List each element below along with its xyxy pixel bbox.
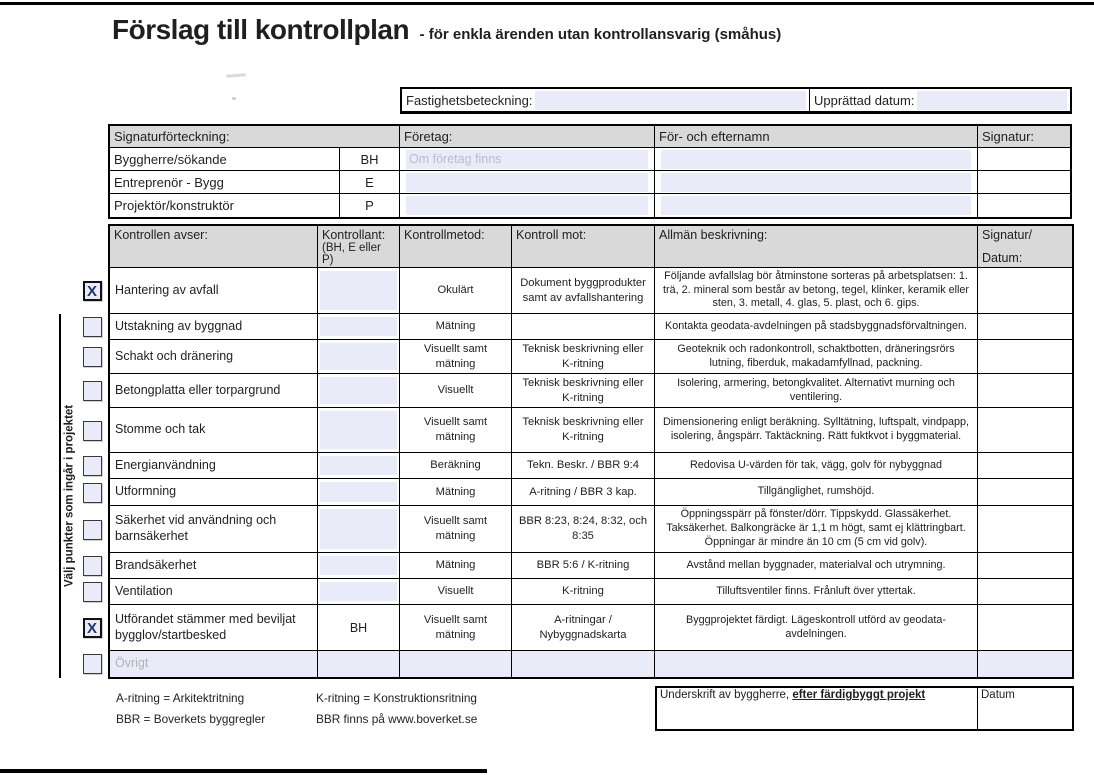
control-table-row: [110, 268, 1072, 314]
row-checkbox[interactable]: [83, 347, 102, 367]
kontrollant-cell[interactable]: [318, 506, 400, 553]
control-item-label: Ventilation: [110, 579, 318, 605]
signatur-datum-cell[interactable]: [978, 374, 1072, 408]
role-label: Projektör/konstruktör: [110, 194, 340, 217]
allman-beskrivning-value: Tilluftsventiler finns. Frånluft över yttertak.: [655, 579, 978, 605]
kontrollant-cell[interactable]: [318, 479, 400, 506]
underskrift-label-bold: efter färdigbyggt projekt: [792, 689, 926, 701]
control-item-label: Utförandet stämmer med beviljat bygglov/startbesked: [110, 605, 318, 651]
signatur-input[interactable]: [978, 148, 1070, 171]
kontroll-mot-value: [512, 651, 655, 677]
signature-roster-row: [110, 171, 1070, 194]
control-table-row: [110, 374, 1072, 408]
side-label: Välj punkter som ingår i projektet: [63, 404, 76, 588]
signature-roster-row: [110, 148, 1070, 171]
page-title: [112, 14, 781, 46]
legend-a-ritning: A-ritning = Arkitektritning: [116, 691, 245, 705]
kontrollmetod-value: Mätning: [400, 479, 512, 506]
signatur-input[interactable]: [978, 194, 1070, 217]
signatur-datum-cell[interactable]: [978, 605, 1072, 651]
signatur-datum-cell[interactable]: [978, 408, 1072, 453]
scan-smudge: [226, 73, 246, 77]
kontrollant-cell[interactable]: [318, 268, 400, 314]
kontroll-mot-value: [512, 314, 655, 340]
title-main: Förslag till kontrollplan: [112, 14, 410, 45]
fastighetsbeteckning-input[interactable]: [535, 91, 806, 110]
property-header-table: [400, 87, 1072, 114]
control-item-label: Betongplatta eller torpargrund: [110, 374, 318, 408]
kontrollant-cell[interactable]: BH: [318, 605, 400, 651]
control-item-label: Utstakning av byggnad: [110, 314, 318, 340]
signatur-datum-cell[interactable]: [978, 314, 1072, 340]
control-table-row: [110, 453, 1072, 479]
kontrollant-cell[interactable]: [318, 579, 400, 605]
allman-beskrivning-value: Kontakta geodata-avdelningen på stadsbyggnadsförvaltningen.: [655, 314, 978, 340]
kontroll-mot-value: A-ritningar / Nybyggnadskarta: [512, 605, 655, 651]
kontrollmetod-value: Visuellt: [400, 374, 512, 408]
allman-beskrivning-value: Geoteknik och radonkontroll, schaktbotten, dräneringsrörs lutning, fiberduk, makadamfyllnad, packning.: [655, 340, 978, 374]
row-checkbox[interactable]: [83, 483, 102, 503]
kontrollant-input[interactable]: [320, 343, 397, 370]
kontrollmetod-value: Visuellt samt mätning: [400, 605, 512, 651]
kontrollmetod-value: [400, 651, 512, 677]
kontrollmetod-value: Visuellt samt mätning: [400, 340, 512, 374]
row-checkbox[interactable]: [83, 456, 102, 476]
underskrift-field[interactable]: [657, 688, 978, 729]
role-label: Entreprenör - Bygg: [110, 171, 340, 194]
foretag-field-cell: [400, 171, 655, 194]
upprattad-datum-cell: [810, 89, 1070, 112]
kontrollmetod-value: Beräkning: [400, 453, 512, 479]
allman-beskrivning-value: Byggprojektet färdigt. Lägeskontroll utförd av geodata-avdelningen.: [655, 605, 978, 651]
kontrollant-input[interactable]: [320, 509, 397, 549]
control-item-label: Energianvändning: [110, 453, 318, 479]
signatur-datum-cell[interactable]: [978, 579, 1072, 605]
final-signature-box: [655, 686, 1074, 731]
kontroll-mot-value: Tekn. Beskr. / BBR 9:4: [512, 453, 655, 479]
upprattad-datum-label: Upprättad datum:: [814, 92, 915, 108]
foretag-field-cell: [400, 148, 655, 171]
kontrollant-header: Kontrollant: (BH, E eller P): [318, 226, 400, 268]
foretag-header: Företag:: [400, 126, 655, 148]
signatur-datum-cell[interactable]: [978, 453, 1072, 479]
kontrollen-avser-header: Kontrollen avser:: [110, 226, 318, 268]
kontroll-mot-value: Dokument byggprodukter samt av avfallshantering: [512, 268, 655, 314]
row-checkbox[interactable]: [83, 582, 102, 602]
control-item-label: Schakt och dränering: [110, 340, 318, 374]
signature-roster-row: [110, 194, 1070, 217]
kontrollant-input[interactable]: [320, 556, 397, 575]
kontrollant-input[interactable]: [320, 271, 397, 310]
window-top-border: [0, 2, 1094, 5]
signatur-input[interactable]: [978, 171, 1070, 194]
row-checkbox[interactable]: [83, 317, 102, 337]
control-table-row: [110, 605, 1072, 651]
kontroll-mot-value: BBR 5:6 / K-ritning: [512, 553, 655, 579]
kontrollant-cell[interactable]: [318, 340, 400, 374]
kontrollant-cell[interactable]: [318, 553, 400, 579]
signaturforteckning-header: Signaturförteckning:: [110, 126, 400, 148]
final-datum-label: Datum: [981, 689, 1015, 701]
control-table-row: [110, 553, 1072, 579]
underskrift-label: Underskrift av byggherre,: [660, 689, 793, 701]
kontrollant-cell[interactable]: [318, 374, 400, 408]
kontrollant-cell[interactable]: [318, 314, 400, 340]
control-item-label: Stomme och tak: [110, 408, 318, 453]
row-checkbox[interactable]: [83, 381, 102, 401]
control-table-row: [110, 579, 1072, 605]
kontrollant-cell[interactable]: [318, 651, 400, 677]
foretag-field-cell: [400, 194, 655, 217]
efternamn-input[interactable]: [661, 173, 971, 192]
kontrollant-input[interactable]: [320, 456, 397, 475]
efternamn-field-cell: [655, 194, 978, 217]
control-table-row: [110, 314, 1072, 340]
signature-roster-header: [110, 126, 1070, 148]
signature-roster-table: [108, 124, 1072, 219]
allman-beskrivning-value: Tillgänglighet, rumshöjd.: [655, 479, 978, 506]
kontrollmetod-value: Visuellt: [400, 579, 512, 605]
control-item-label: Brandsäkerhet: [110, 553, 318, 579]
kontroll-mot-value: Teknisk beskrivning eller K-ritning: [512, 374, 655, 408]
kontrollmetod-header: Kontrollmetod:: [400, 226, 512, 268]
signatur-datum-cell[interactable]: [978, 651, 1072, 677]
checkbox-column: [76, 224, 108, 677]
legend-bbr-link: BBR finns på www.boverket.se: [316, 712, 478, 726]
control-table-row: [110, 506, 1072, 553]
row-checkbox-checked[interactable]: X: [83, 618, 102, 638]
row-checkbox[interactable]: [83, 520, 102, 540]
allman-beskrivning-value: Avstånd mellan byggnader, materialval och utrymning.: [655, 553, 978, 579]
row-checkbox[interactable]: [83, 654, 102, 674]
control-table-row: [110, 340, 1072, 374]
kontroll-mot-value: Teknisk beskrivning eller K-ritning: [512, 340, 655, 374]
kontrollant-input[interactable]: [320, 377, 397, 404]
signatur-datum-header: Signatur/ Datum:: [978, 226, 1072, 268]
allman-beskrivning-value: [655, 651, 978, 677]
efternamn-field-cell: [655, 148, 978, 171]
row-checkbox[interactable]: [83, 556, 102, 576]
window-bottom-border: [0, 769, 487, 773]
allman-beskrivning-header: Allmän beskrivning:: [655, 226, 978, 268]
efternamn-input[interactable]: [661, 150, 971, 169]
control-table-header: [110, 226, 1072, 268]
kontrollmetod-value: Visuellt samt mätning: [400, 408, 512, 453]
kontrollant-input[interactable]: [320, 317, 397, 336]
control-item-label: Hantering av avfall: [110, 268, 318, 314]
kontrollant-input[interactable]: [320, 582, 397, 601]
legend-k-ritning: K-ritning = Konstruktionsritning: [316, 691, 477, 705]
upprattad-datum-input[interactable]: [917, 91, 1067, 110]
efternamn-input[interactable]: [661, 196, 971, 215]
kontrollant-cell[interactable]: [318, 408, 400, 453]
allman-beskrivning-value: Redovisa U-värden för tak, vägg, golv för nybyggnad: [655, 453, 978, 479]
kontrollmetod-value: Mätning: [400, 553, 512, 579]
legend-bbr: BBR = Boverkets byggregler: [116, 712, 266, 726]
kontroll-mot-value: BBR 8:23, 8:24, 8:32, och 8:35: [512, 506, 655, 553]
signatur-header: Signatur:: [978, 126, 1070, 148]
row-checkbox[interactable]: [83, 421, 102, 441]
title-subtitle: - för enkla ärenden utan kontrollansvarig (småhus): [419, 26, 782, 43]
kontrollmetod-value: Mätning: [400, 314, 512, 340]
kontrollant-cell[interactable]: [318, 453, 400, 479]
signatur-datum-cell[interactable]: [978, 340, 1072, 374]
role-code: P: [340, 194, 400, 217]
signatur-datum-cell[interactable]: [978, 268, 1072, 314]
control-item-label: Säkerhet vid användning och barnsäkerhet: [110, 506, 318, 553]
efternamn-field-cell: [655, 171, 978, 194]
signatur-datum-cell[interactable]: [978, 479, 1072, 506]
allman-beskrivning-value: Isolering, armering, betongkvalitet. Alternativt murning och ventilering.: [655, 374, 978, 408]
kontrollant-input[interactable]: [320, 482, 397, 502]
signatur-datum-cell[interactable]: [978, 553, 1072, 579]
final-datum-field[interactable]: [978, 688, 1072, 729]
kontrollmetod-value: Visuellt samt mätning: [400, 506, 512, 553]
role-code: BH: [340, 148, 400, 171]
allman-beskrivning-value: Öppningsspärr på fönster/dörr. Tippskydd. Glassäkerhet. Taksäkerhet. Balkongräcke är 1,1 m högt, samt ej klättringbart. Öppningar är mindre än 10 cm (5 cm vid golv).: [655, 506, 978, 553]
kontroll-mot-value: K-ritning: [512, 579, 655, 605]
control-table: [108, 224, 1074, 679]
allman-beskrivning-value: Följande avfallslag bör åtminstone sorteras på arbetsplatsen: 1. trä, 2. mineral som består av betong, tegel, klinker, keramik eller sten, 3. metall, 4. glas, 5. plast, och 6. gips.: [655, 268, 978, 314]
fastighetsbeteckning-cell: [402, 89, 810, 112]
role-label: Byggherre/sökande: [110, 148, 340, 171]
foretag-input[interactable]: Om företag finns: [409, 152, 502, 166]
control-table-zone: [76, 224, 1074, 679]
kontrollant-input[interactable]: [320, 411, 397, 449]
control-item-label: Övrigt: [110, 651, 318, 677]
control-table-row: [110, 479, 1072, 506]
control-item-label: Utformning: [110, 479, 318, 506]
control-table-row: [110, 408, 1072, 453]
allman-beskrivning-value: Dimensionering enligt beräkning. Sylltätning, luftspalt, vindpapp, isolering, ångspärr. Taktäckning. Rätt fuktkvot i byggmaterial.: [655, 408, 978, 453]
signatur-datum-cell[interactable]: [978, 506, 1072, 553]
role-code: E: [340, 171, 400, 194]
fastighetsbeteckning-label: Fastighetsbeteckning:: [406, 92, 533, 108]
row-checkbox-checked[interactable]: X: [83, 281, 102, 301]
for-och-efternamn-header: För- och efternamn: [655, 126, 978, 148]
kontroll-mot-value: A-ritning / BBR 3 kap.: [512, 479, 655, 506]
control-table-row: [110, 651, 1072, 677]
kontroll-mot-value: Teknisk beskrivning eller K-ritning: [512, 408, 655, 453]
kontroll-mot-header: Kontroll mot:: [512, 226, 655, 268]
kontrollmetod-value: Okulärt: [400, 268, 512, 314]
scan-smudge: [232, 97, 236, 100]
